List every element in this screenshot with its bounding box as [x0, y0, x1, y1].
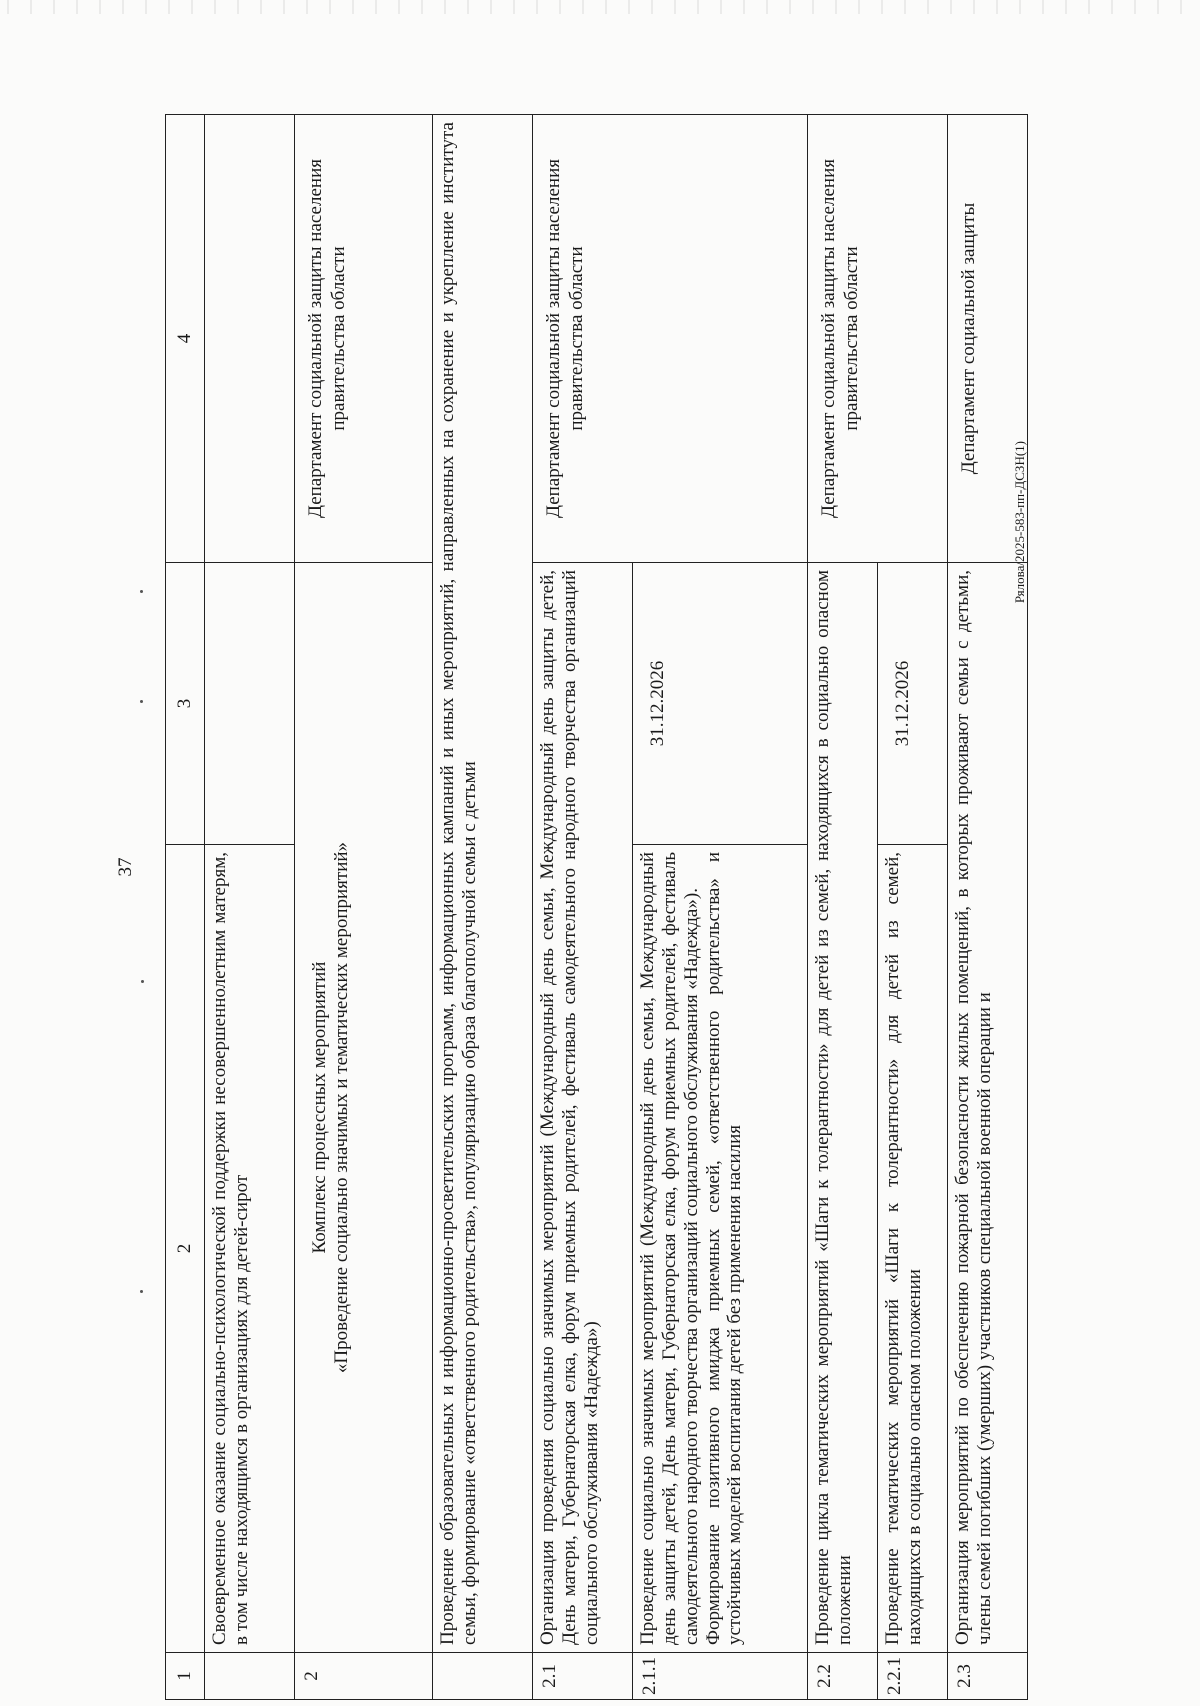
section-title-line-1: Комплекс процессных мероприятий — [309, 961, 330, 1254]
row-description: Организация проведения социально значимых мероприятий (Международный день семьи, Международный день защиты детей, День матери, Губернаторская елка, форум приемных родителей, фестиваль самодеятельного народного творчества организаций социального обслуживания «Надежда») — [533, 563, 633, 1653]
row-number: 2.1 — [533, 1653, 633, 1700]
row-department: Департамент социальной защиты населения правительства области — [533, 115, 808, 563]
row-description-part-1: Проведение социально значимых мероприятий (Международный день семьи, Международный день защиты детей, День матери, Губернаторская елка, форум приемных родителей, фестиваль самодеятельного народного творчества организаций социального обслуживания «Надежда»). — [637, 852, 702, 1645]
row-date: 31.12.2026 — [878, 563, 948, 845]
table-row — [808, 115, 878, 1700]
row-number — [205, 1653, 295, 1700]
table-row — [948, 115, 1028, 1700]
scan-speck — [140, 700, 143, 703]
scan-speck — [141, 980, 144, 983]
header-col-2: 2 — [166, 845, 205, 1653]
row-description: Проведение тематических мероприятий «Шаги к толерантности» для детей из семей, находящихся в социально опасном положении — [878, 845, 948, 1653]
row-date: 31.12.2026 — [633, 563, 808, 845]
table-viewport — [165, 115, 995, 1700]
header-col-4: 4 — [166, 115, 205, 563]
row-department: Департамент социальной защиты населения правительства области — [295, 115, 433, 563]
row-description-part-2: Формирование позитивного имиджа приемных семей, «ответственного родительства» и устойчивых моделей воспитания детей без применения насилия — [702, 852, 746, 1645]
header-col-1: 1 — [166, 1653, 205, 1700]
row-number: 2.2.1 — [878, 1653, 948, 1700]
row-date — [205, 563, 295, 845]
section-title — [295, 563, 433, 1653]
section-goal: Проведение образовательных и информационно-просветительских программ, информационных кампаний и иных мероприятий, направленных на сохранение и укрепление института семьи, формирование «ответственного родительства», популяризацию образа благополучной семьи с детьми — [433, 115, 533, 1653]
scan-edge-noise — [0, 0, 1200, 14]
row-department: Департамент социальной защиты — [948, 115, 1028, 563]
table-row — [205, 115, 295, 1700]
table-row — [295, 115, 433, 1700]
row-number: 2.1.1 — [633, 1653, 808, 1700]
scan-speck — [140, 1290, 143, 1293]
header-col-3: 3 — [166, 563, 205, 845]
row-department — [205, 115, 295, 563]
row-number: 2 — [295, 1653, 433, 1700]
row-number: 2.3 — [948, 1653, 1028, 1700]
page-number: 37 — [115, 857, 136, 877]
rotated-table-container — [165, 115, 995, 1700]
header-row — [166, 115, 205, 1700]
row-number-empty — [433, 1653, 533, 1700]
row-description: Организация мероприятий по обеспечению пожарной безопасности жилых помещений, в которых проживают семьи с детьми, члены семей погибших (умерших) участников специальной военной операции и — [948, 563, 1028, 1653]
table-row — [533, 115, 633, 1700]
row-department: Департамент социальной защиты населения правительства области — [808, 115, 948, 563]
section-title-line-2: «Проведение социально значимых и тематических мероприятий» — [330, 841, 352, 1374]
row-description: Проведение цикла тематических мероприятий «Шаги к толерантности» для детей из семей, находящихся в социально опасном положении — [808, 563, 878, 1653]
row-description: Своевременное оказание социально-психологической поддержки несовершеннолетним матерям, в том числе находящимся в организациях для детей-сирот — [205, 845, 295, 1653]
table-row — [433, 115, 533, 1700]
row-number: 2.2 — [808, 1653, 878, 1700]
plan-table — [165, 114, 1028, 1700]
document-footer: Рялова/2025-583-пп-ДСЗН(1) — [1012, 441, 1027, 604]
scan-speck — [140, 590, 143, 593]
row-description — [633, 845, 808, 1653]
